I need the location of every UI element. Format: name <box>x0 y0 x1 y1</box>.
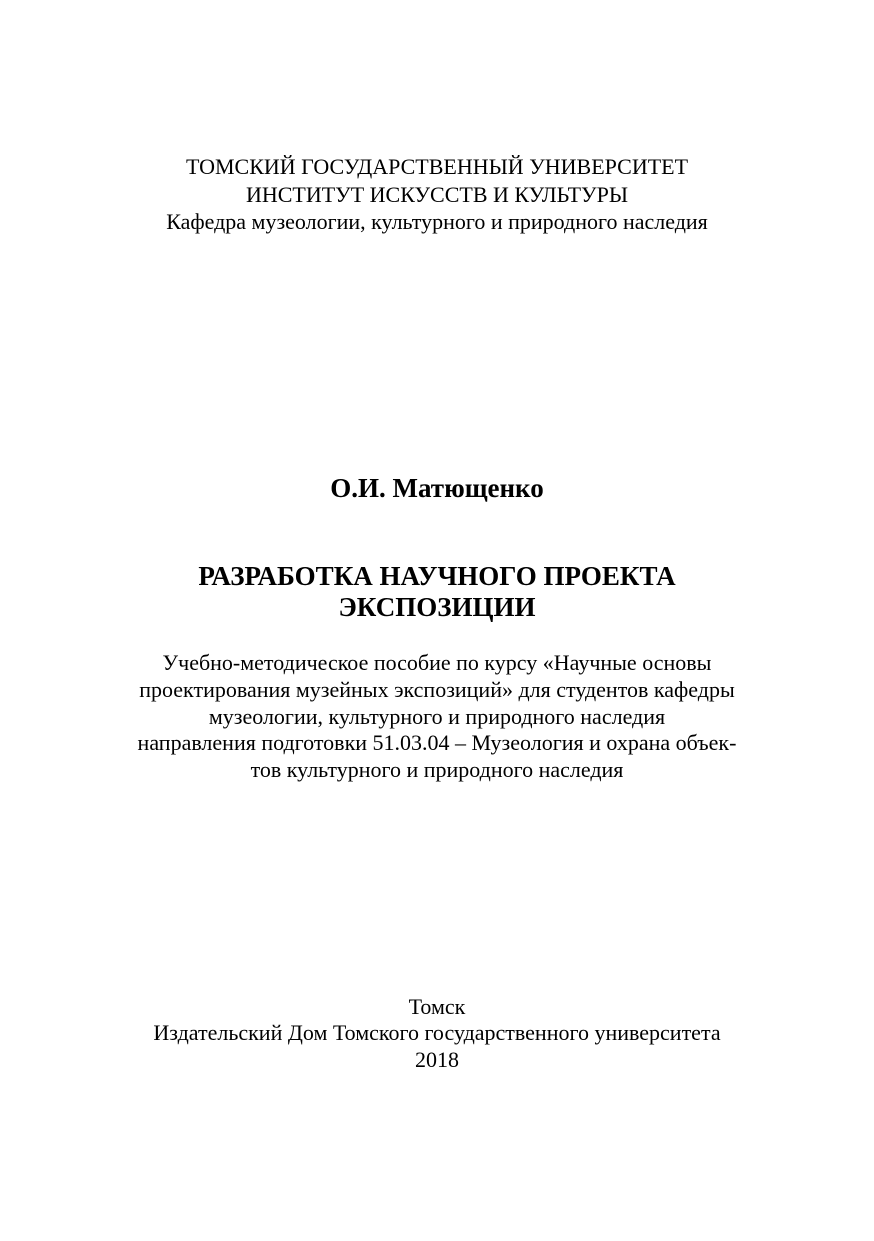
description-line-1: Учебно-методическое пособие по курсу «Научные основы <box>162 650 712 675</box>
city: Томск <box>408 994 466 1019</box>
description-line-3: музеологии, культурного и природного наследия <box>208 704 666 729</box>
description-line-5: тов культурного и природного наследия <box>250 757 624 782</box>
department-name: Кафедра музеологии, культурного и природного наследия <box>166 209 708 234</box>
title-line-2: ЭКСПОЗИЦИИ <box>338 592 536 622</box>
description-line-2: проектирования музейных экспозиций» для студентов кафедры <box>139 677 735 702</box>
institute-name: ИНСТИТУТ ИСКУССТВ И КУЛЬТУРЫ <box>245 182 629 207</box>
description-line-4: направления подготовки 51.03.04 – Музеология и охрана объек- <box>137 730 737 755</box>
year: 2018 <box>415 1047 459 1072</box>
title-line-1: РАЗРАБОТКА НАУЧНОГО ПРОЕКТА <box>198 561 676 591</box>
author-name: О.И. Матющенко <box>330 473 544 503</box>
university-name: ТОМСКИЙ ГОСУДАРСТВЕННЫЙ УНИВЕРСИТЕТ <box>185 154 689 179</box>
publisher: Издательский Дом Томского государственного университета <box>153 1020 721 1045</box>
